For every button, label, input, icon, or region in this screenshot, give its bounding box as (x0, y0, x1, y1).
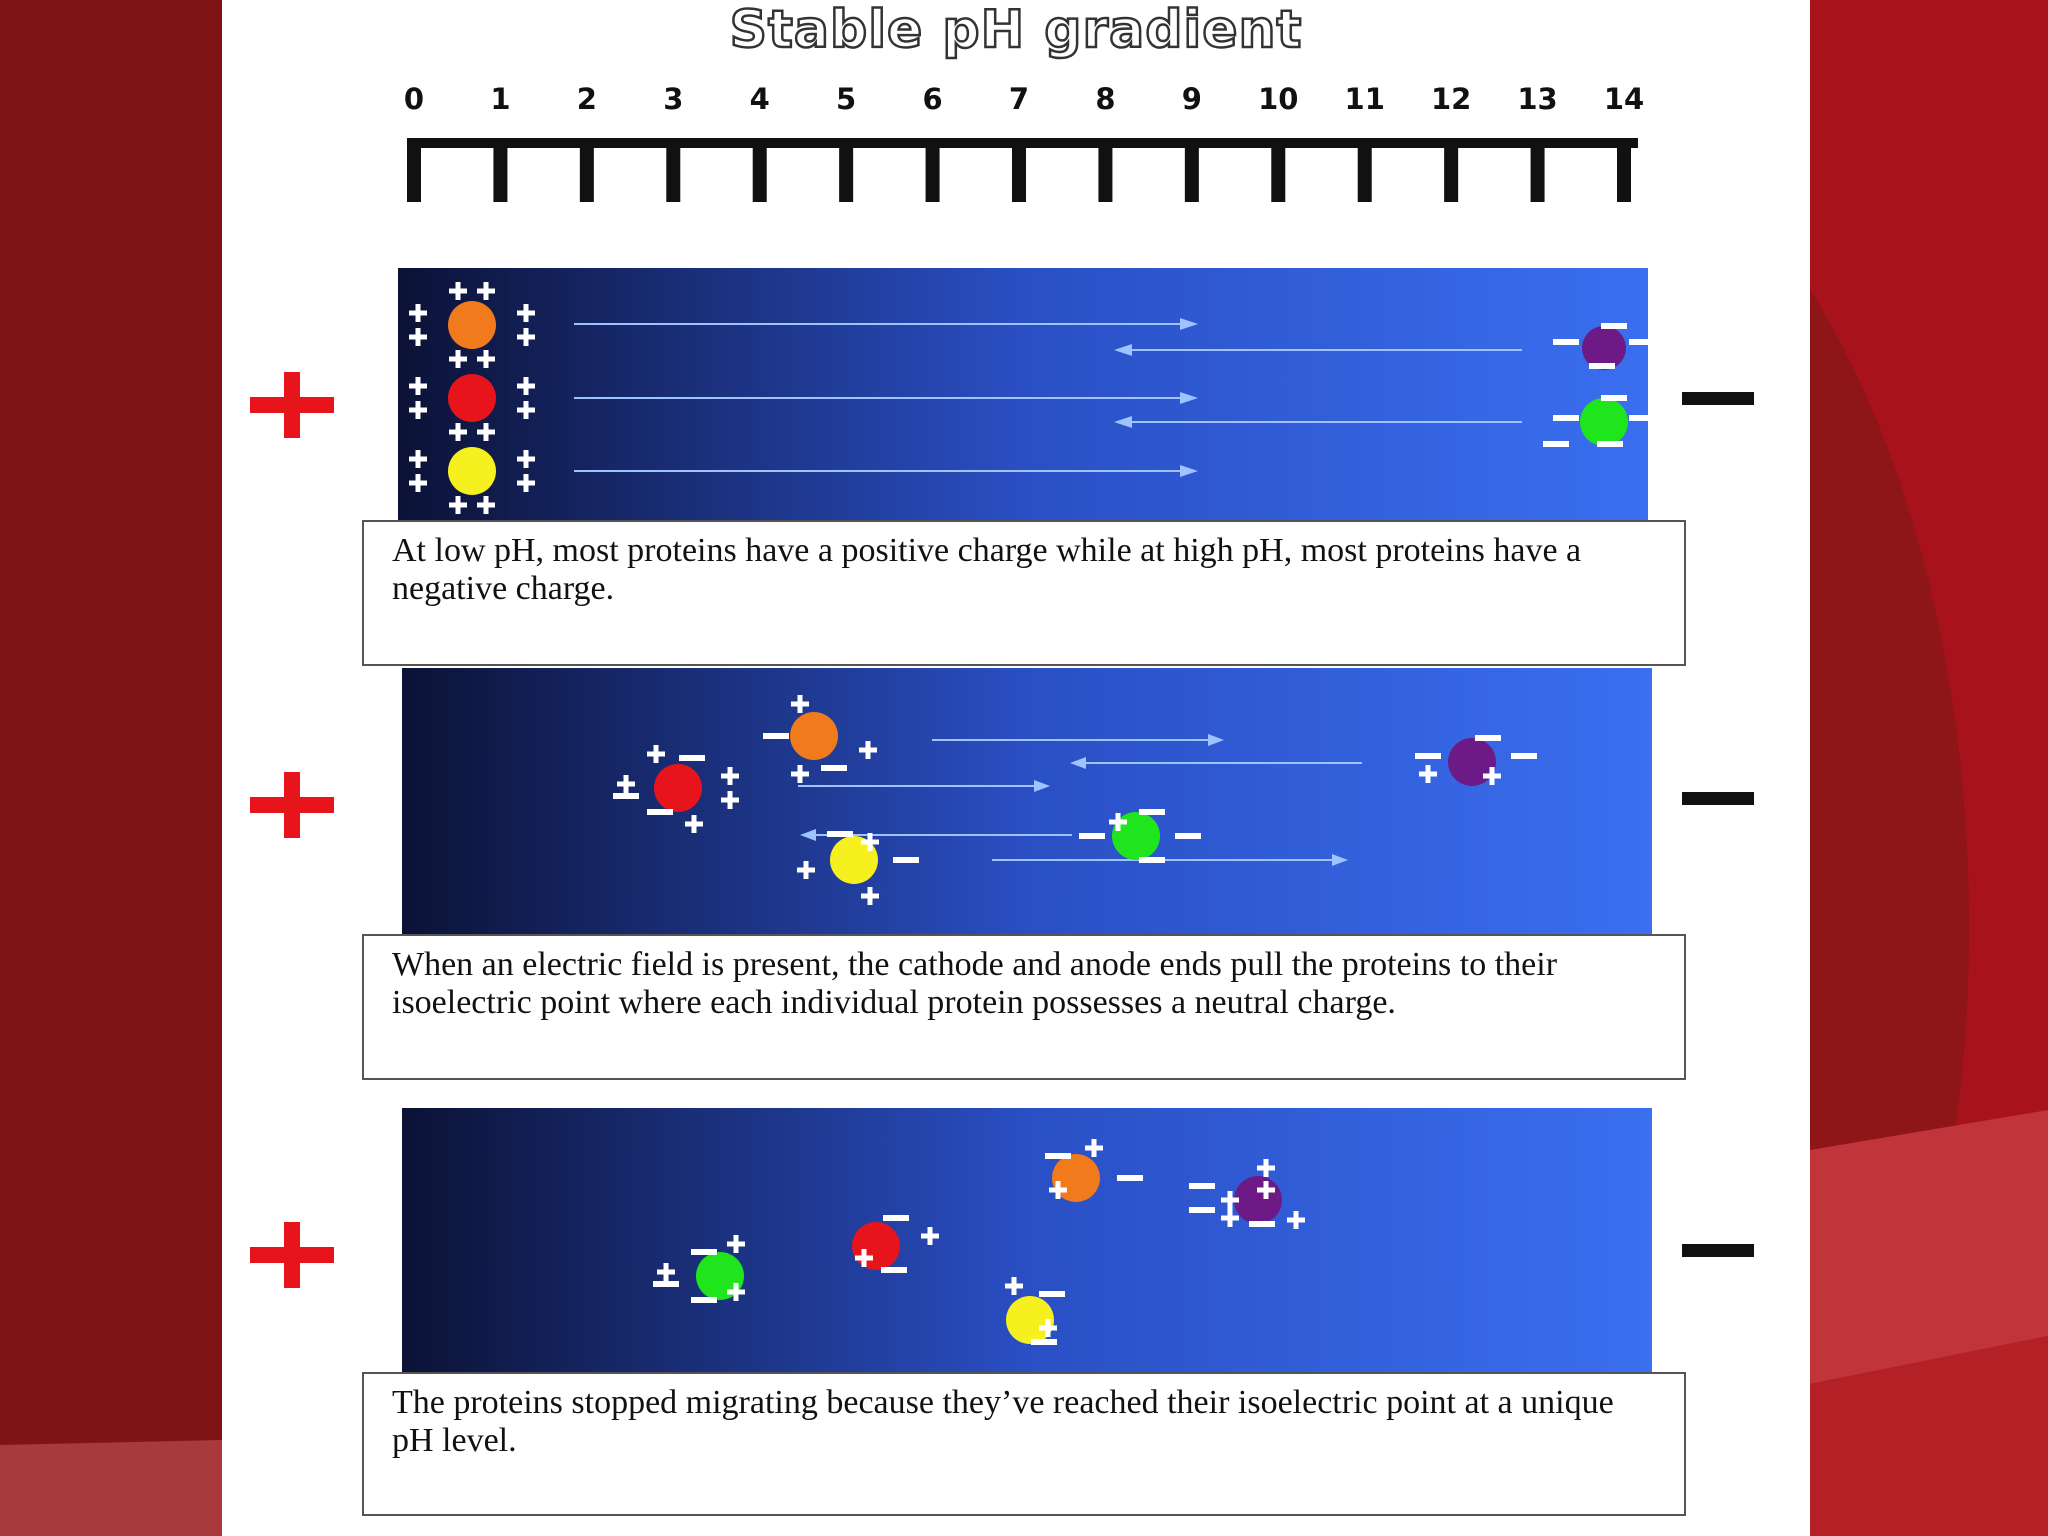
anode-plus-icon (250, 772, 334, 838)
ph-label: 9 (1181, 82, 1202, 116)
ph-label: 8 (1095, 82, 1116, 116)
ph-tick (753, 138, 767, 202)
ph-tick (493, 138, 507, 202)
ph-tick (1444, 138, 1458, 202)
ph-label: 14 (1603, 82, 1645, 116)
ph-tick (926, 138, 940, 202)
ph-label: 10 (1258, 82, 1299, 116)
ph-tick (1271, 138, 1285, 202)
ph-label: 0 (403, 82, 425, 116)
anode-plus-icon (250, 372, 334, 438)
ph-tick (1098, 138, 1112, 202)
ph-tick (1358, 138, 1372, 202)
page-title: Stable pH gradient (729, 0, 1303, 60)
gel-panel-isoelectric (402, 1108, 1654, 1372)
ph-label: 7 (1008, 82, 1030, 116)
ph-tick (839, 138, 853, 202)
anode-plus-icon (250, 1222, 334, 1288)
slide-content (222, 0, 1810, 1536)
gel-panel-electric-field (402, 668, 1654, 934)
ph-tick (1617, 138, 1631, 202)
ph-tick (1012, 138, 1026, 202)
ph-label: 11 (1344, 82, 1385, 116)
gel-panel-low-ph (398, 268, 1650, 520)
ph-label: 13 (1517, 82, 1558, 116)
caption-electric-field: When an electric field is present, the cathode and anode ends pull the proteins to their isoelectric point where each individual protein possesses a neutral charge. (362, 934, 1686, 1080)
ph-label: 2 (576, 82, 597, 116)
caption-isoelectric-point: The proteins stopped migrating because they’ve reached their isoelectric point at a unique pH level. (362, 1372, 1686, 1516)
ph-tick (407, 138, 421, 202)
ph-label: 12 (1430, 82, 1472, 116)
ph-ruler (222, 0, 1810, 220)
cathode-minus-icon (1682, 792, 1754, 805)
ph-tick (666, 138, 680, 202)
ph-tick (1185, 138, 1199, 202)
caption-low-ph: At low pH, most proteins have a positive charge while at high pH, most proteins have a negative charge. (362, 520, 1686, 666)
ph-label: 1 (490, 82, 511, 116)
ph-label: 5 (836, 82, 857, 116)
ph-label: 3 (663, 82, 684, 116)
ph-label: 4 (749, 82, 770, 116)
ph-label: 6 (922, 82, 943, 116)
cathode-minus-icon (1682, 1244, 1754, 1257)
ph-tick (580, 138, 594, 202)
cathode-minus-icon (1682, 392, 1754, 405)
ph-tick (1531, 138, 1545, 202)
